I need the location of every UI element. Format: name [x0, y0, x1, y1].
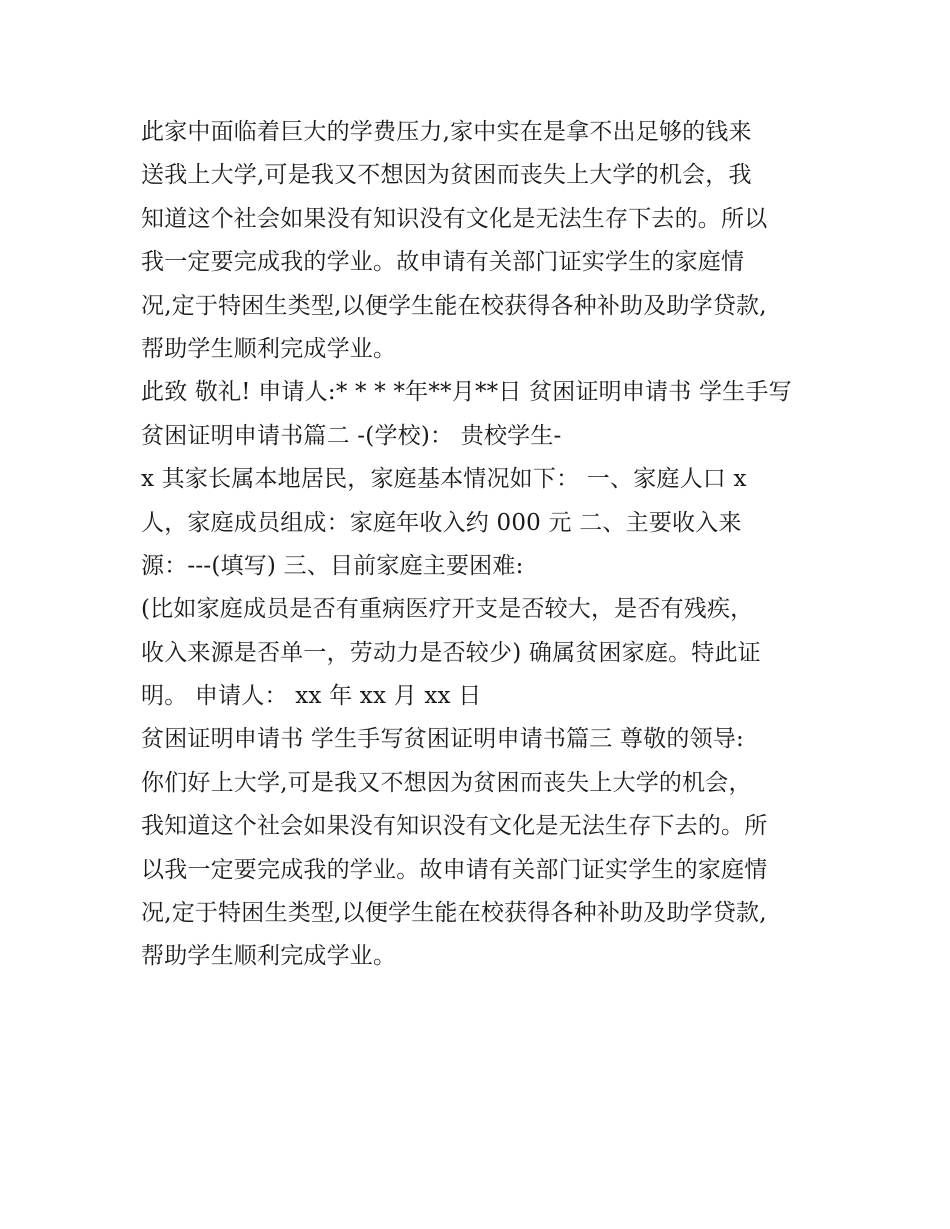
text-line: 此致 敬礼! 申请人:* * * *年**月**日 贫困证明申请书 学生手写 [141, 379, 792, 406]
text-line: 收入来源是否单一，劳动力是否较少) 确属贫困家庭。特此证 [141, 639, 761, 666]
text-line: 明。 申请人： xx 年 xx 月 xx 日 [141, 683, 482, 710]
text-line: 帮助学生顺利完成学业。 [141, 335, 397, 362]
text-line: 以我一定要完成我的学业。故申请有关部门证实学生的家庭情 [141, 856, 768, 883]
text-line: 贫困证明申请书篇二 -(学校)： 贵校学生- [141, 422, 562, 449]
text-line: 况,定于特困生类型,以便学生能在校获得各种补助及助学贷款, [141, 900, 767, 927]
text-line: 帮助学生顺利完成学业。 [141, 943, 397, 970]
text-line: 我一定要完成我的学业。故申请有关部门证实学生的家庭情 [141, 249, 745, 276]
body-text [141, 111, 821, 979]
text-line: 知道这个社会如果没有知识没有文化是无法生存下去的。所以 [141, 205, 768, 232]
text-line: 人，家庭成员组成：家庭年收入约 000 元 二、主要收入来 [141, 509, 742, 536]
text-line: 况,定于特困生类型,以便学生能在校获得各种补助及助学贷款, [141, 292, 767, 319]
text-line: x 其家长属本地居民，家庭基本情况如下： 一、家庭人口 x [141, 466, 747, 493]
text-line: (比如家庭成员是否有重病医疗开支是否较大，是否有残疾， [141, 596, 754, 623]
text-line: 我知道这个社会如果没有知识没有文化是无法生存下去的。所 [141, 813, 768, 840]
text-line: 贫困证明申请书 学生手写贫困证明申请书篇三 尊敬的领导: [141, 726, 744, 753]
text-line: 源：---(填写) 三、目前家庭主要困难: [141, 552, 524, 579]
text-line: 你们好上大学,可是我又不想因为贫困而丧失上大学的机会， [141, 769, 752, 796]
text-line: 送我上大学,可是我又不想因为贫困而丧失上大学的机会，我 [141, 162, 752, 189]
text-line: 此家中面临着巨大的学费压力,家中实在是拿不出足够的钱来 [141, 119, 752, 145]
